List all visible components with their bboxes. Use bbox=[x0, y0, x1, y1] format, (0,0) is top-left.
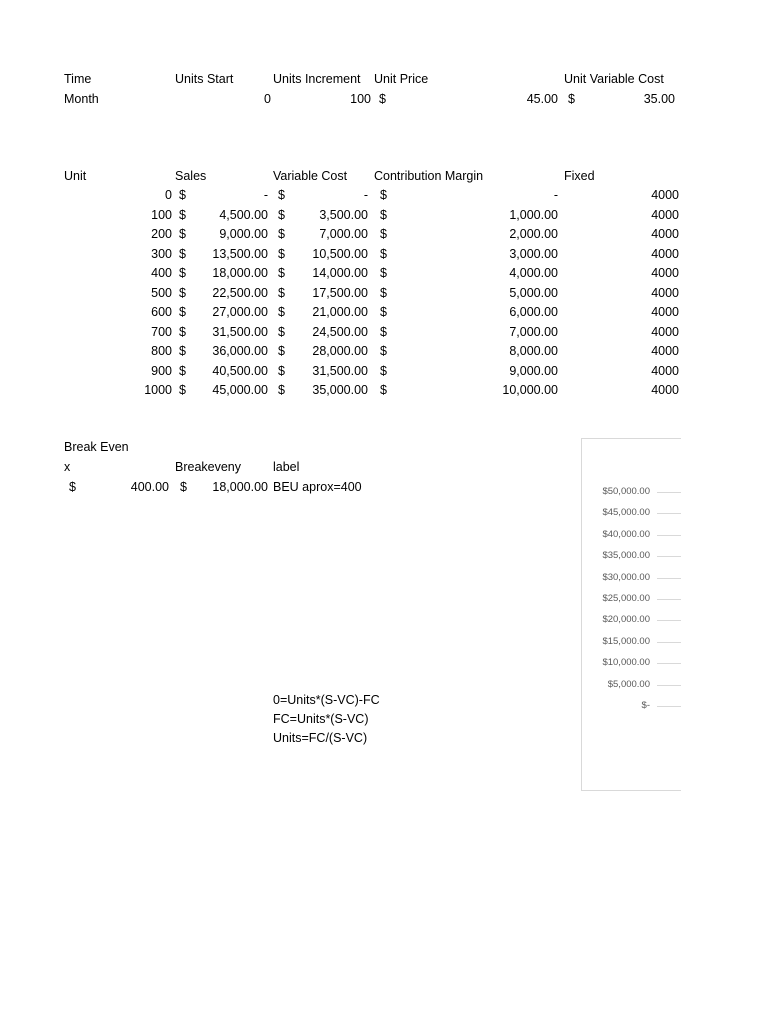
cell-cm-currency: $ bbox=[380, 344, 387, 358]
header-unit-price: Unit Price bbox=[374, 72, 429, 86]
y-tick-label: $15,000.00 bbox=[602, 635, 650, 647]
cell-vc-currency: $ bbox=[278, 188, 285, 202]
cell-sales: 40,500.00 bbox=[212, 363, 268, 378]
cell-variable-cost: - bbox=[363, 188, 368, 202]
y-tick-label: $35,000.00 bbox=[602, 550, 650, 562]
cell-cm-currency: $ bbox=[380, 305, 387, 319]
col-header-contribution-margin: Contribution Margin bbox=[374, 169, 484, 183]
cell-unit: 300 bbox=[151, 246, 172, 261]
cell-variable-cost: 28,000.00 bbox=[312, 344, 368, 358]
cell-contribution-margin: 10,000.00 bbox=[502, 383, 558, 397]
col-header-variable-cost: Variable Cost bbox=[273, 169, 348, 183]
cell-sales: - bbox=[263, 188, 268, 202]
cell-cm-currency: $ bbox=[380, 383, 387, 397]
cell-sales-currency: $ bbox=[179, 207, 186, 222]
col-header-fixed: Fixed bbox=[564, 169, 595, 183]
breakeven-y-currency: $ bbox=[180, 480, 187, 494]
cell-cm-currency: $ bbox=[380, 363, 387, 378]
gridline bbox=[657, 706, 681, 707]
cell-vc-currency: $ bbox=[278, 266, 285, 280]
cell-variable-cost: 7,000.00 bbox=[319, 227, 368, 241]
cell-fixed: 4000 bbox=[651, 383, 679, 397]
y-tick-label: $10,000.00 bbox=[602, 657, 650, 669]
col-header-unit: Unit bbox=[64, 169, 87, 183]
cell-unit: 400 bbox=[151, 266, 172, 280]
gridline bbox=[657, 685, 681, 686]
cell-cm-currency: $ bbox=[380, 324, 387, 339]
cell-sales: 27,000.00 bbox=[212, 305, 268, 319]
time-value: Month bbox=[64, 92, 99, 106]
cell-sales: 45,000.00 bbox=[212, 383, 268, 397]
cell-vc-currency: $ bbox=[278, 227, 285, 241]
y-tick-label: $45,000.00 bbox=[602, 507, 650, 519]
cell-sales: 13,500.00 bbox=[212, 246, 268, 261]
cell-sales-currency: $ bbox=[179, 324, 186, 339]
cell-variable-cost: 17,500.00 bbox=[312, 285, 368, 300]
cell-variable-cost: 3,500.00 bbox=[319, 207, 368, 222]
gridline bbox=[657, 663, 681, 664]
formula-line: 0=Units*(S-VC)-FC bbox=[273, 693, 380, 707]
cell-fixed: 4000 bbox=[651, 246, 679, 261]
units-start-value: 0 bbox=[264, 92, 271, 106]
cell-fixed: 4000 bbox=[651, 266, 679, 280]
cell-sales: 9,000.00 bbox=[219, 227, 268, 241]
header-units-increment: Units Increment bbox=[273, 72, 361, 86]
cell-unit: 800 bbox=[151, 344, 172, 358]
cell-contribution-margin: - bbox=[553, 188, 558, 202]
cell-cm-currency: $ bbox=[380, 188, 387, 202]
cell-vc-currency: $ bbox=[278, 383, 285, 397]
cell-sales: 4,500.00 bbox=[219, 207, 268, 222]
breakeven-header-x: x bbox=[64, 460, 71, 474]
cell-sales-currency: $ bbox=[179, 344, 186, 358]
formula-line: Units=FC/(S-VC) bbox=[273, 731, 368, 745]
col-header-sales: Sales bbox=[175, 169, 207, 183]
cell-unit: 1000 bbox=[144, 383, 172, 397]
cell-sales: 22,500.00 bbox=[212, 285, 268, 300]
cell-contribution-margin: 1,000.00 bbox=[509, 207, 558, 222]
cell-sales: 36,000.00 bbox=[212, 344, 268, 358]
cell-contribution-margin: 6,000.00 bbox=[509, 305, 558, 319]
cell-sales-currency: $ bbox=[179, 285, 186, 300]
cell-fixed: 4000 bbox=[651, 363, 679, 378]
breakeven-x-currency: $ bbox=[69, 480, 76, 494]
cell-contribution-margin: 2,000.00 bbox=[509, 227, 558, 241]
gridline bbox=[657, 492, 681, 493]
cell-sales-currency: $ bbox=[179, 188, 186, 202]
gridline bbox=[657, 599, 681, 600]
formula-line: FC=Units*(S-VC) bbox=[273, 712, 369, 726]
y-tick-label: $40,000.00 bbox=[602, 528, 650, 540]
gridline bbox=[657, 620, 681, 621]
cell-fixed: 4000 bbox=[651, 188, 679, 202]
cell-vc-currency: $ bbox=[278, 344, 285, 358]
cell-fixed: 4000 bbox=[651, 344, 679, 358]
y-tick-label: $50,000.00 bbox=[602, 486, 650, 497]
cell-fixed: 4000 bbox=[651, 324, 679, 339]
y-tick-label: $30,000.00 bbox=[602, 571, 650, 583]
cell-sales: 31,500.00 bbox=[212, 324, 268, 339]
cell-sales-currency: $ bbox=[179, 266, 186, 280]
unit-price-value: 45.00 bbox=[526, 92, 558, 106]
breakeven-header-y: Breakeveny bbox=[175, 460, 242, 474]
cell-fixed: 4000 bbox=[651, 207, 679, 222]
cell-fixed: 4000 bbox=[651, 285, 679, 300]
cell-variable-cost: 21,000.00 bbox=[312, 305, 368, 319]
cell-contribution-margin: 3,000.00 bbox=[509, 246, 558, 261]
y-tick-label: $25,000.00 bbox=[602, 593, 650, 604]
header-time: Time bbox=[64, 72, 92, 86]
cell-contribution-margin: 9,000.00 bbox=[509, 363, 558, 378]
cell-vc-currency: $ bbox=[278, 305, 285, 319]
breakeven-title: Break Even bbox=[64, 440, 129, 454]
cell-cm-currency: $ bbox=[380, 266, 387, 280]
cell-cm-currency: $ bbox=[380, 207, 387, 222]
cell-vc-currency: $ bbox=[278, 207, 285, 222]
units-increment-value: 100 bbox=[350, 92, 371, 106]
cell-variable-cost: 35,000.00 bbox=[312, 383, 368, 397]
gridline bbox=[657, 513, 681, 514]
cell-unit: 200 bbox=[151, 227, 172, 241]
cell-sales-currency: $ bbox=[179, 246, 186, 261]
cell-sales: 18,000.00 bbox=[212, 266, 268, 280]
header-unit-variable-cost: Unit Variable Cost bbox=[564, 72, 664, 86]
cell-variable-cost: 24,500.00 bbox=[312, 324, 368, 339]
cell-contribution-margin: 7,000.00 bbox=[509, 324, 558, 339]
cell-cm-currency: $ bbox=[380, 285, 387, 300]
cell-vc-currency: $ bbox=[278, 285, 285, 300]
y-tick-label: $5,000.00 bbox=[607, 678, 650, 690]
cell-contribution-margin: 5,000.00 bbox=[509, 285, 558, 300]
cell-cm-currency: $ bbox=[380, 246, 387, 261]
cell-vc-currency: $ bbox=[278, 324, 285, 339]
cell-sales-currency: $ bbox=[179, 383, 186, 397]
cell-unit: 0 bbox=[165, 188, 172, 202]
chart-area[interactable] bbox=[581, 438, 681, 791]
cell-variable-cost: 14,000.00 bbox=[312, 266, 368, 280]
unit-vc-currency: $ bbox=[568, 92, 575, 106]
header-units-start: Units Start bbox=[175, 72, 234, 86]
cell-fixed: 4000 bbox=[651, 227, 679, 241]
cell-contribution-margin: 8,000.00 bbox=[509, 344, 558, 358]
breakeven-header-label: label bbox=[273, 460, 300, 474]
y-tick-label: $20,000.00 bbox=[602, 614, 650, 626]
unit-vc-value: 35.00 bbox=[643, 92, 675, 106]
y-tick-label: $- bbox=[641, 700, 650, 711]
gridline bbox=[657, 578, 681, 579]
gridline bbox=[657, 535, 681, 536]
cell-contribution-margin: 4,000.00 bbox=[509, 266, 558, 280]
unit-price-currency: $ bbox=[379, 92, 386, 106]
gridline bbox=[657, 642, 681, 643]
breakeven-label-value: BEU aprox=400 bbox=[273, 480, 362, 494]
gridline bbox=[657, 556, 681, 557]
cell-variable-cost: 31,500.00 bbox=[312, 363, 368, 378]
cell-unit: 600 bbox=[151, 305, 172, 319]
breakeven-x-value: 400.00 bbox=[130, 480, 169, 494]
cell-unit: 700 bbox=[151, 324, 172, 339]
cell-variable-cost: 10,500.00 bbox=[312, 246, 368, 261]
cell-cm-currency: $ bbox=[380, 227, 387, 241]
cell-unit: 100 bbox=[151, 207, 172, 222]
cell-sales-currency: $ bbox=[179, 363, 186, 378]
cell-fixed: 4000 bbox=[651, 305, 679, 319]
cell-unit: 900 bbox=[151, 363, 172, 378]
cell-sales-currency: $ bbox=[179, 305, 186, 319]
cell-vc-currency: $ bbox=[278, 246, 285, 261]
cell-unit: 500 bbox=[151, 285, 172, 300]
breakeven-y-value: 18,000.00 bbox=[212, 480, 268, 494]
cell-sales-currency: $ bbox=[179, 227, 186, 241]
cell-vc-currency: $ bbox=[278, 363, 285, 378]
